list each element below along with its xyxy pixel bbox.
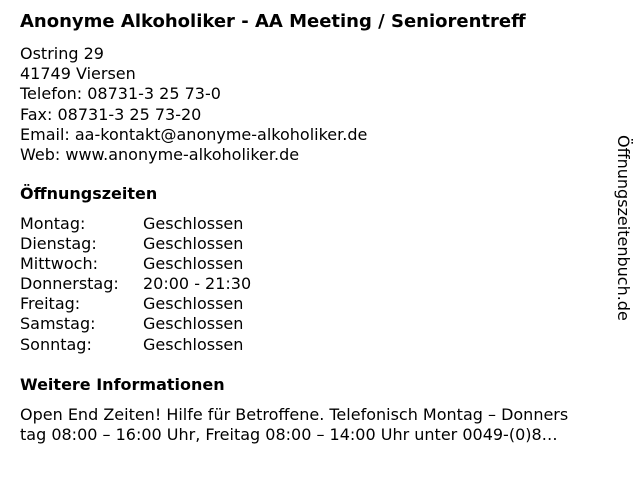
email-address: Email: aa-kontakt@anonyme-alkoholiker.de [20,124,368,144]
hours-value: Geschlossen [143,314,244,334]
hours-row-monday [20,214,251,234]
more-info-line: Open End Zeiten! Hilfe für Betroffene. Telefonisch Montag – Donners [20,405,569,424]
hours-row-friday [20,294,251,314]
more-info-heading: Weitere Informationen [20,375,225,394]
day-label: Mittwoch: [20,254,98,274]
hours-value: Geschlossen [143,234,244,254]
day-label: Dienstag: [20,234,97,254]
hours-row-saturday [20,314,251,334]
contact-block [20,44,367,165]
hours-value: Geschlossen [143,214,244,233]
hours-row-wednesday [20,254,251,274]
day-label: Montag: [20,214,86,233]
website-address: Web: www.anonyme-alkoholiker.de [20,145,300,165]
listing-title: Anonyme Alkoholiker - AA Meeting / Seniorentreff [20,11,526,32]
opening-hours-heading: Öffnungszeiten [20,184,158,203]
address-city: 41749 Viersen [20,64,136,84]
more-info-line: tag 08:00 – 16:00 Uhr, Freitag 08:00 – 14:00 Uhr unter 0049-(0)8… [20,425,558,444]
more-info-text [20,405,620,445]
hours-value: 20:00 - 21:30 [143,274,252,294]
hours-row-thursday [20,274,251,294]
hours-value: Geschlossen [143,294,244,314]
day-label: Freitag: [20,294,81,314]
fax-number: Fax: 08731-3 25 73-20 [20,104,202,124]
opening-hours-table [20,214,251,355]
hours-row-sunday [20,335,251,355]
day-label: Samstag: [20,314,96,334]
day-label: Sonntag: [20,334,92,354]
hours-value: Geschlossen [143,254,244,274]
address-street: Ostring 29 [20,44,104,63]
phone-number: Telefon: 08731-3 25 73-0 [20,84,221,104]
brand-side-label: Öffnungszeitenbuch.de [614,135,633,321]
hours-value: Geschlossen [143,334,244,354]
day-label: Donnerstag: [20,274,119,294]
hours-row-tuesday [20,234,251,254]
